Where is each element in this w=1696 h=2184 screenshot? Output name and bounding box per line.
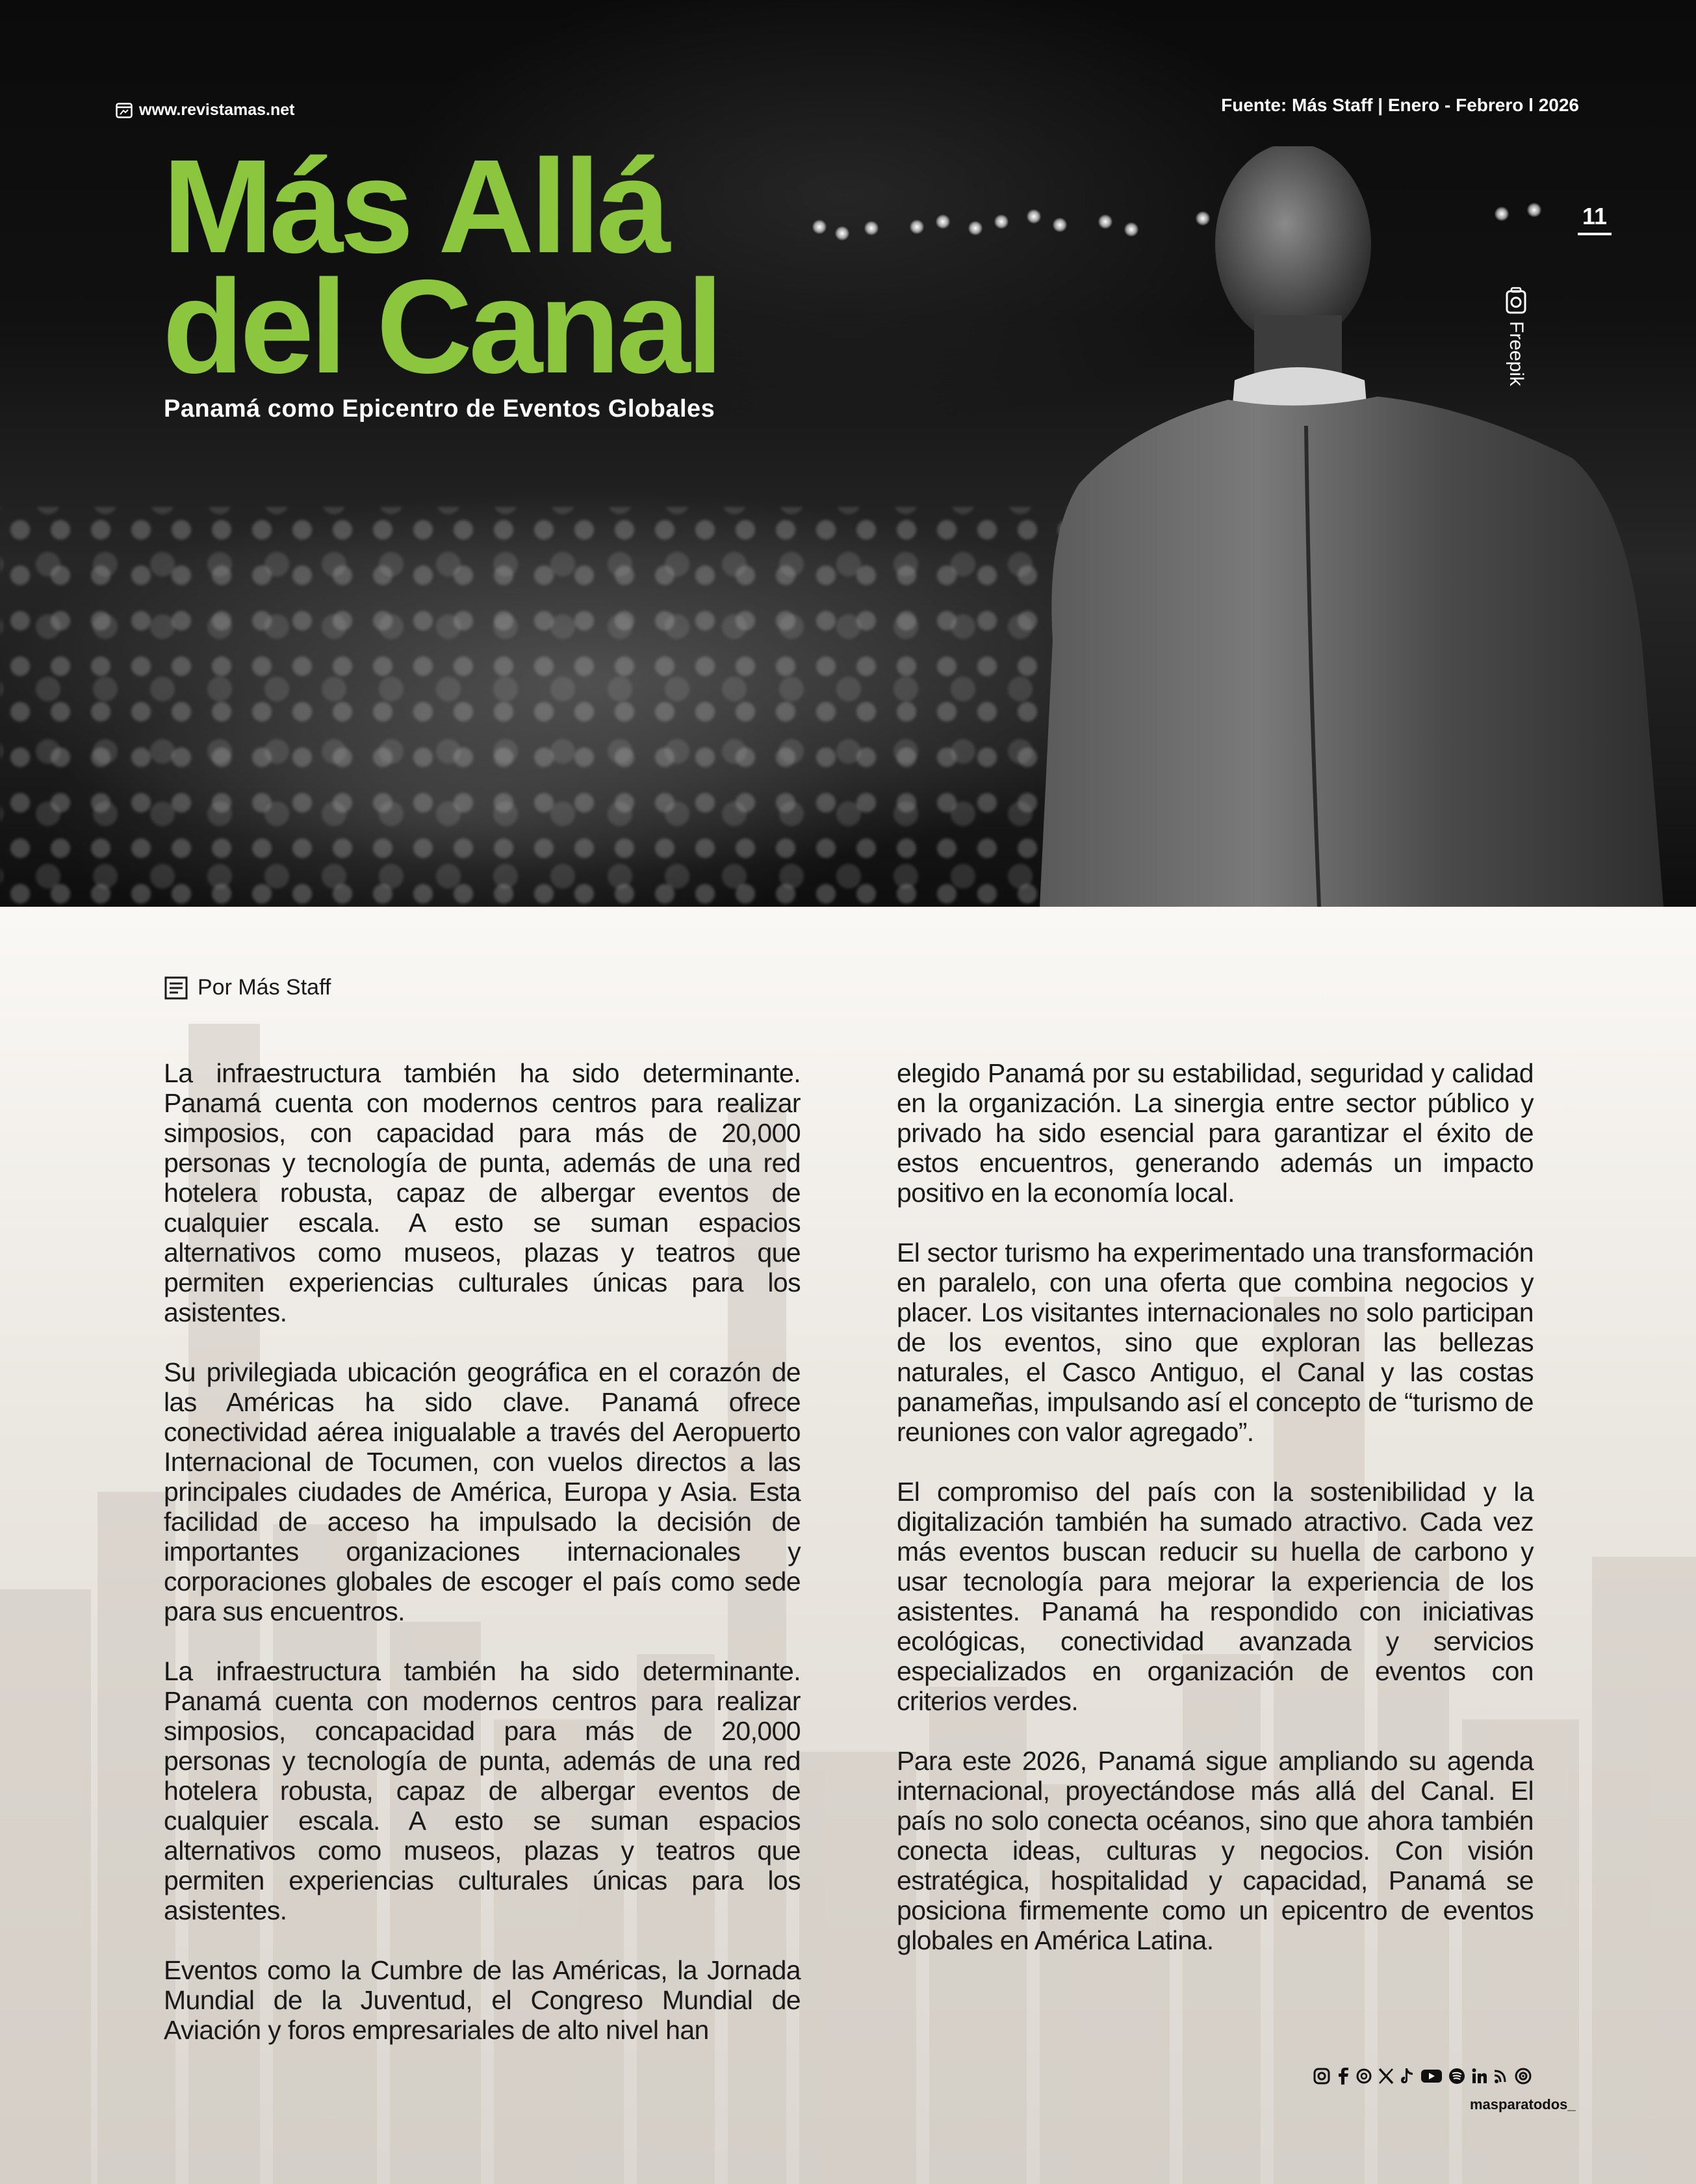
paragraph: Eventos como la Cumbre de las Américas, la Jornada Mundial de la Juventud, el Congreso Mundial de Aviación y foros empresariales de alto nivel han <box>164 1955 801 2045</box>
author-icon <box>164 976 188 1000</box>
paragraph: La infraestructura también ha sido determinante. Panamá cuenta con modernos centros para realizar simposios, concapacidad para más de 20,000 personas y tecnología de punta, además de una red hotelera robusta, capaz de albergar eventos de cualquier escala. A esto se suman espacios alternativos como museos, plazas y teatros que permiten experiencias culturales únicas para los asistentes. <box>164 1656 801 1925</box>
instagram-icon[interactable] <box>1313 2067 1331 2085</box>
hero-photo <box>0 0 1696 907</box>
article-title <box>162 132 720 401</box>
article-column-right <box>897 1058 1534 1985</box>
article-subtitle: Panamá como Epicentro de Eventos Globales <box>164 395 715 422</box>
rss-icon[interactable] <box>1493 2067 1509 2085</box>
article-column-left <box>164 1058 801 2075</box>
facebook-icon[interactable] <box>1336 2067 1350 2085</box>
x-icon[interactable] <box>1378 2067 1394 2085</box>
camera-icon <box>1505 286 1527 315</box>
social-icons <box>1313 2067 1532 2085</box>
tiktok-icon[interactable] <box>1400 2067 1415 2085</box>
paragraph: elegido Panamá por su estabilidad, seguridad y calidad en la organización. La sinergia entre sector público y privado ha sido esencial para garantizar el éxito de estos encuentros, generando además un impacto positivo en la economía local. <box>897 1058 1534 1208</box>
speaker-silhouette <box>1040 146 1664 907</box>
podcast-icon[interactable] <box>1514 2067 1532 2085</box>
browser-icon <box>116 103 133 118</box>
audience-crowd <box>0 507 1137 907</box>
photo-credit <box>1505 286 1527 386</box>
social-handle[interactable]: masparatodos_ <box>1470 2096 1576 2112</box>
title-line-1: Más Allá <box>162 132 667 281</box>
paragraph: Para este 2026, Panamá sigue ampliando su agenda internacional, proyectándose más allá del Canal. El país no solo conecta océanos, sino que ahora también conecta ideas, culturas y negocios. Con visión estratégica, hospitalidad y capacidad, Panamá se posiciona firmemente como un epicentro de eventos globales en América Latina. <box>897 1746 1534 1955</box>
byline <box>164 975 331 1000</box>
paragraph: El sector turismo ha experimentado una transformación en paralelo, con una oferta que combina negocios y placer. Los visitantes internacionales no solo participan de los eventos, sino que exploran las bellezas naturales, el Casco Antiguo, el Canal y las costas panameñas, impulsando así el concepto de “turismo de reuniones con valor agregado”. <box>897 1238 1534 1447</box>
title-line-2: del Canal <box>162 252 720 401</box>
photo-credit-text: Freepik <box>1506 321 1527 387</box>
linkedin-icon[interactable] <box>1471 2067 1488 2085</box>
paragraph: La infraestructura también ha sido determinante. Panamá cuenta con modernos centros para realizar simposios, con capacidad para más de 20,000 personas y tecnología de punta, además de una red hotelera robusta, capaz de albergar eventos de cualquier escala. A esto se suman espacios alternativos como museos, plazas y teatros que permiten experiencias culturales únicas para los asistentes. <box>164 1058 801 1327</box>
paragraph: El compromiso del país con la sostenibilidad y la digitalización también ha sumado atractivo. Cada vez más eventos buscan reducir su huella de carbono y usar tecnología para mejorar la experiencia de los asistentes. Panamá ha respondido con iniciativas ecológicas, conectividad avanzada y servicios especializados en organización de eventos con criterios verdes. <box>897 1477 1534 1716</box>
youtube-icon[interactable] <box>1420 2067 1443 2085</box>
website-link[interactable] <box>116 101 294 120</box>
spotify-icon[interactable] <box>1448 2067 1466 2085</box>
paragraph: Su privilegiada ubicación geográfica en el corazón de las Américas ha sido clave. Panamá ofrece conectividad aérea inigualable a través del Aeropuerto Internacional de Tocumen, con vuelos directos a las principales ciudades de América, Europa y Asia. Esta facilidad de acceso ha impulsado la decisión de importantes organizaciones internacionales y corporaciones globales de escoger el país como sede para sus encuentros. <box>164 1357 801 1626</box>
page-number: 11 <box>1578 203 1612 235</box>
byline-text: Por Más Staff <box>198 975 331 1000</box>
source-line: Fuente: Más Staff | Enero - Febrero l 2026 <box>1221 95 1579 115</box>
threads-icon[interactable] <box>1356 2067 1372 2085</box>
website-text: www.revistamas.net <box>139 101 295 119</box>
